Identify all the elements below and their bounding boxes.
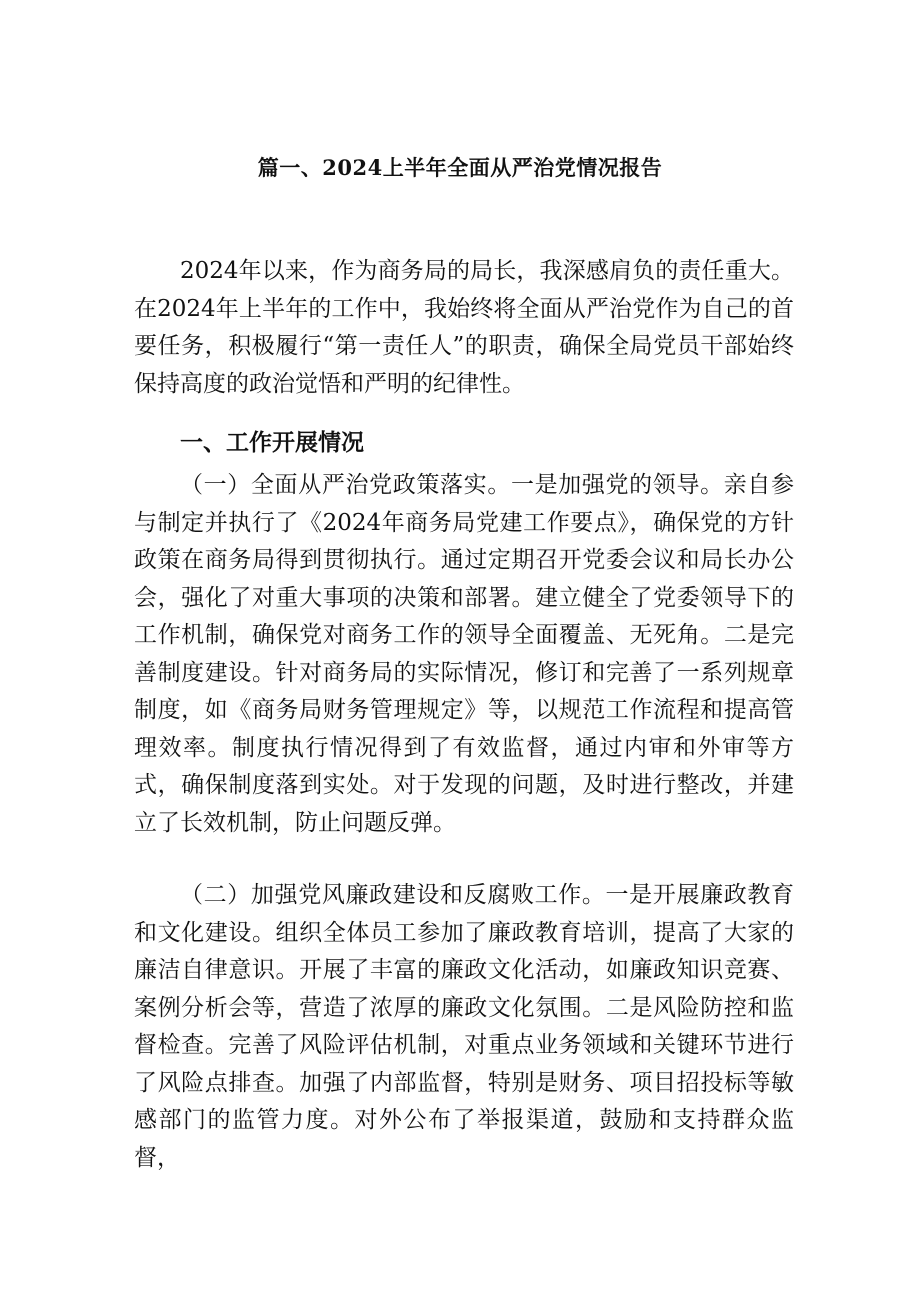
intro-paragraph: 2024年以来，作为商务局的局长，我深感肩负的责任重大。在2024年上半年的工作中，我始终将全面从严治党作为自己的首要任务，积极履行“第一责任人”的职责，确保全局党员干部始终保持高度的政治觉悟和严明的纪律性。 [134, 258, 794, 397]
intro-block [134, 253, 794, 403]
body-paragraph-1: （一）全面从严治党政策落实。一是加强党的领导。亲自参与制定并执行了《2024年商务局党建工作要点》，确保党的方针政策在商务局得到贯彻执行。通过定期召开党委会议和局长办公会，强化了对重大事项的决策和部署。建立健全了党委领导下的工作机制，确保党对商务工作的领导全面覆盖、无死角。二是完善制度建设。针对商务局的实际情况，修订和完善了一系列规章制度，如《商务局财务管理规定》等，以规范工作流程和提高管理效率。制度执行情况得到了有效监督，通过内审和外审等方式，确保制度落到实处。对于发现的问题，及时进行整改，并建立了长效机制，防止问题反弹。 [134, 472, 794, 836]
section-heading: 一、工作开展情况 [180, 429, 364, 456]
section-heading-block [134, 424, 794, 462]
body-paragraph-2: （二）加强党风廉政建设和反腐败工作。一是开展廉政教育和文化建设。组织全体员工参加了廉政教育培训，提高了大家的廉洁自律意识。开展了丰富的廉政文化活动，如廉政知识竞赛、案例分析会等，营造了浓厚的廉政文化氛围。二是风险防控和监督检查。完善了风险评估机制，对重点业务领域和关键环节进行了风险点排查。加强了内部监督，特别是财务、项目招投标等敏感部门的监管力度。对外公布了举报渠道，鼓励和支持群众监督， [134, 882, 794, 1171]
paragraph-block-2 [134, 877, 794, 1177]
document-title: 篇一、2024上半年全面从严治党情况报告 [257, 155, 663, 180]
paragraph-block-1 [134, 467, 794, 842]
